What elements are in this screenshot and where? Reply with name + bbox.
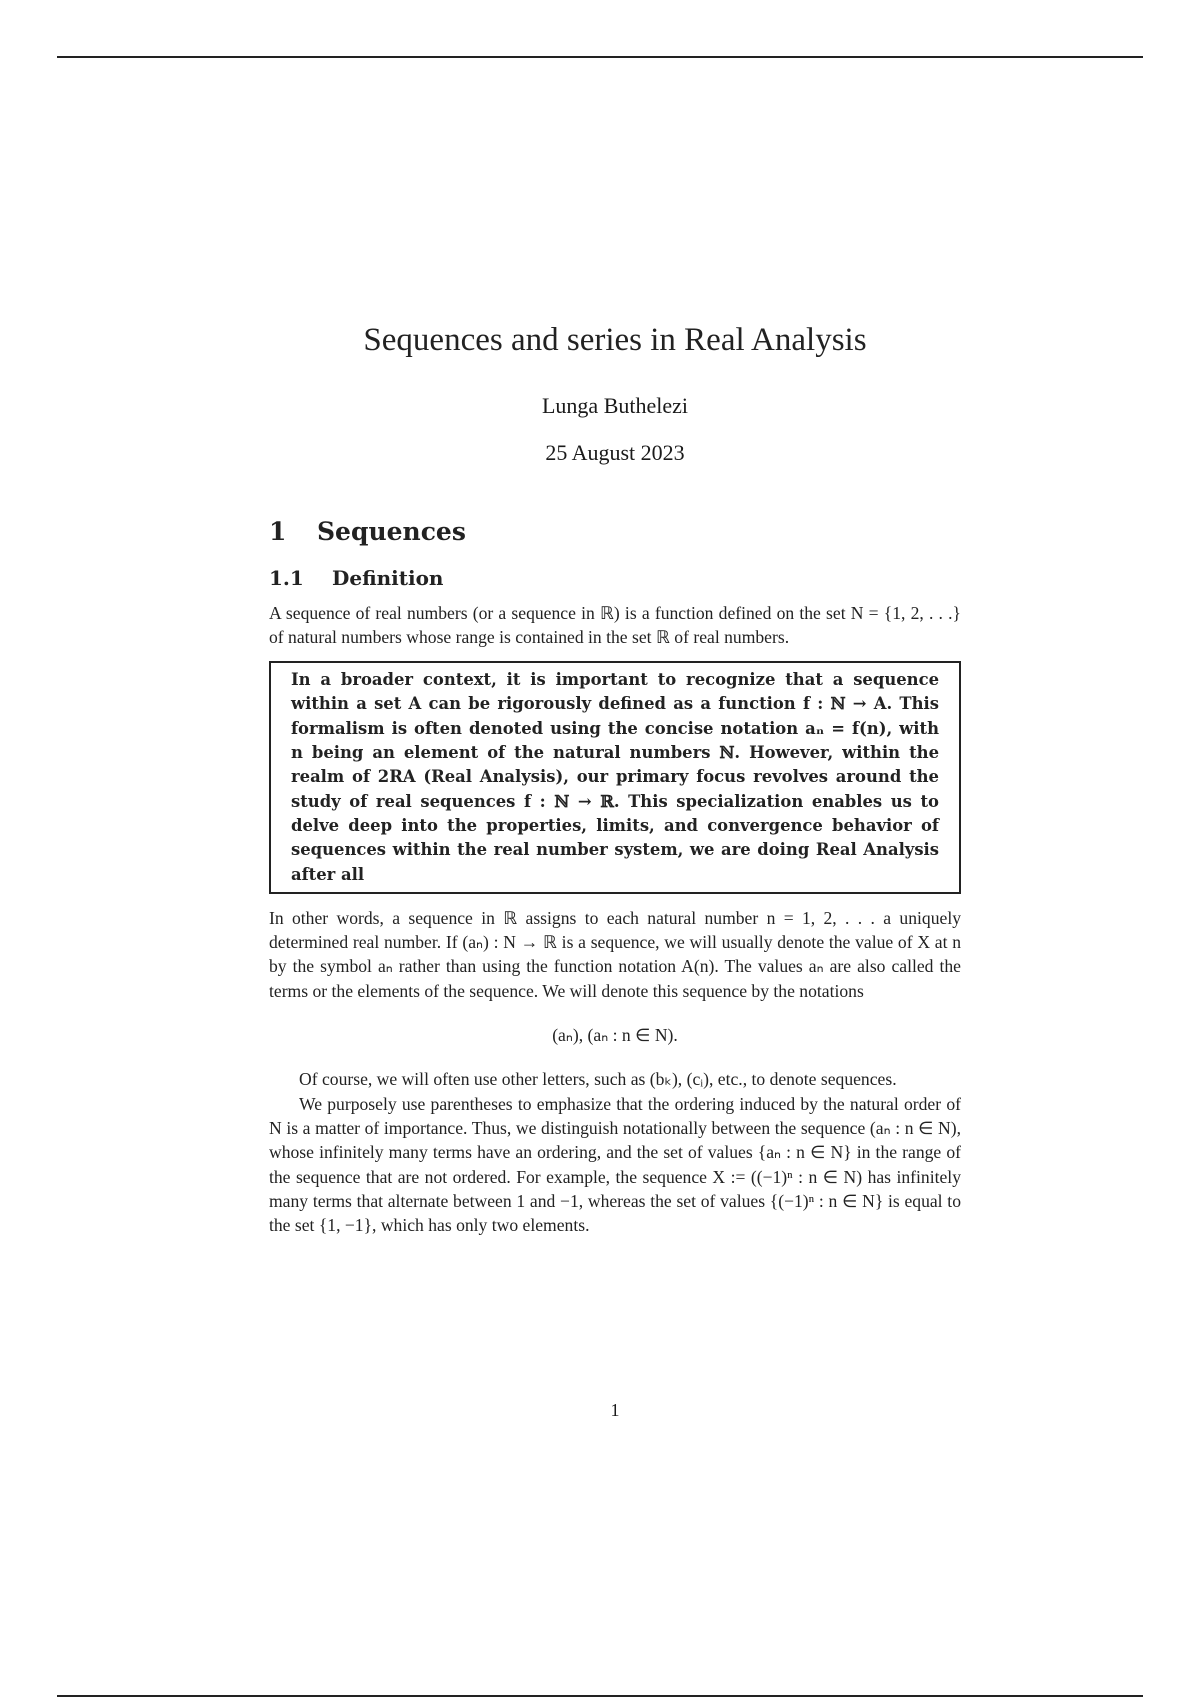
other-words-paragraph: In other words, a sequence in ℝ assigns to each natural number n = 1, 2, . . . a uniquely determined real number. If (aₙ) : N → ℝ is a sequence, we will usually denote the value of X at n by the symbol aₙ rather than using the function notation A(n). The values aₙ are also called the terms or the elements of the sequence. We will denote this sequence by the notations — [269, 907, 961, 1001]
header-rule — [57, 56, 1143, 58]
document-title: Sequences and series in Real Analysis — [363, 322, 867, 358]
page-number: 1 — [610, 1400, 620, 1420]
document-date: 25 August 2023 — [545, 440, 685, 465]
subsection-title: Definition — [332, 566, 444, 591]
subsection-heading — [269, 566, 961, 590]
boxed-remark: In a broader context, it is important to recognize that a sequence within a set A can be rigorously defined as a function f : ℕ → A. This formalism is often denoted using the concise notation aₙ = f(n), with n being an element of the natural numbers ℕ. However, within the realm of 2RA (Real Analysis), our primary focus revolves around the study of real sequences f : ℕ → ℝ. This specialization enables us to delve deep into the properties, limits, and convergence behavior of sequences within the real number system, we are doing Real Analysis after all — [269, 661, 961, 894]
of-course-paragraph: Of course, we will often use other letters, such as (bₖ), (cᵢ), etc., to denote sequences. — [299, 1069, 897, 1090]
parentheses-paragraph: We purposely use parentheses to emphasize that the ordering induced by the natural order of N is a matter of importance. Thus, we distinguish notationally between the sequence (aₙ : n ∈ N), whose infinitely many terms have an ordering, and the set of values {aₙ : n ∈ N} in the range of the sequence that are not ordered. For example, the sequence X := ((−1)ⁿ : n ∈ N) has infinitely many terms that alternate between 1 and −1, whereas the set of values {(−1)ⁿ : n ∈ N} is equal to the set {1, −1}, which has only two elements. — [269, 1093, 961, 1236]
page-body — [269, 517, 961, 1237]
display-formula: (aₙ), (aₙ : n ∈ N). — [552, 1025, 678, 1046]
section-title: Sequences — [317, 517, 466, 546]
section-number: 1 — [269, 517, 287, 546]
definition-paragraph: A sequence of real numbers (or a sequence in ℝ) is a function defined on the set N = {1, 2, . . .} of natural numbers whose range is contained in the set ℝ of real numbers. — [269, 602, 961, 647]
subsection-number: 1.1 — [269, 566, 304, 591]
footer-rule — [57, 1695, 1143, 1697]
document-author: Lunga Buthelezi — [541, 393, 688, 418]
section-heading — [269, 517, 961, 546]
